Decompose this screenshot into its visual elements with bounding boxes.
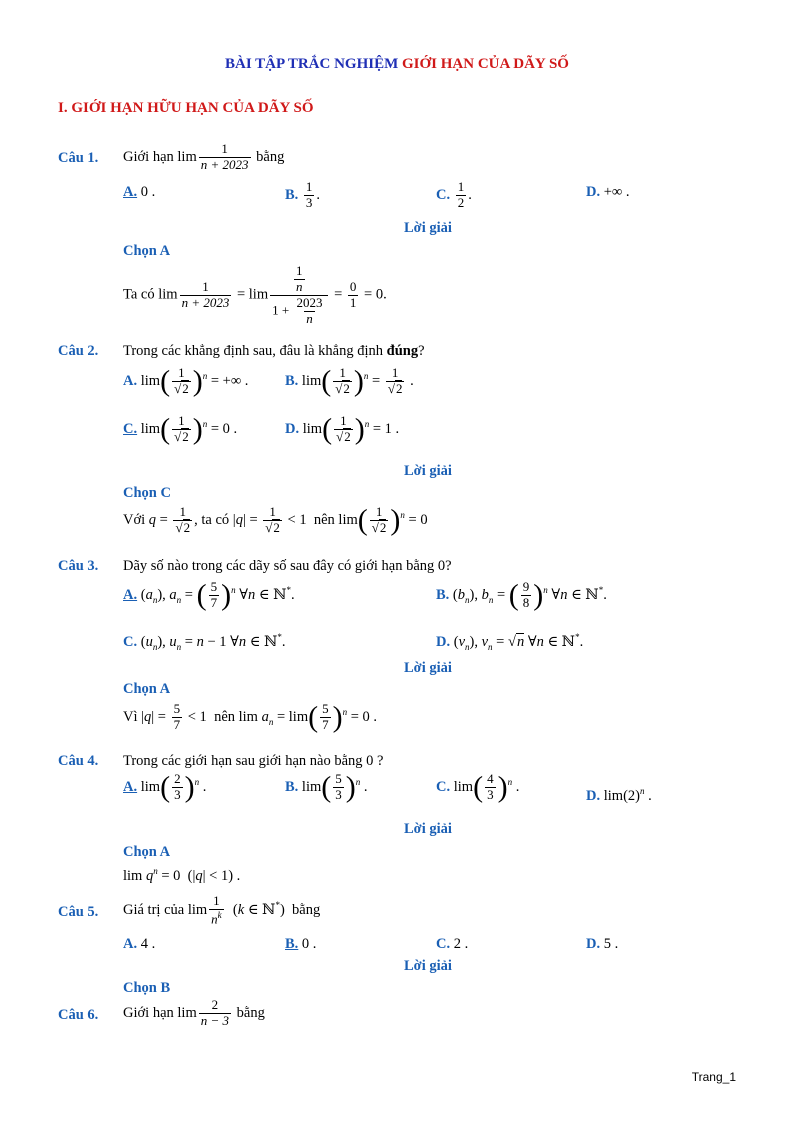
q5-option-d: D. 5 . xyxy=(586,936,619,952)
question-6-label: Câu 6. xyxy=(58,1007,99,1023)
q1-text-after: bằng xyxy=(256,148,285,165)
q4-choose: Chọn A xyxy=(123,844,171,860)
question-1-label: Câu 1. xyxy=(58,150,99,166)
q4-option-b: B. lim( $\frac{5}{3}$ )$^n$ . xyxy=(285,770,368,804)
q3-option-b: B. $(b_n)$, $b_n$ = ( $\frac{9}{8}$ )$^n$ ∀n ∈ ℕ*. xyxy=(436,578,607,612)
q2-solution-body: Với q = $\frac{1}{√2}$ , ta có |q| = $\frac{1}{√2}$ < 1 nên lim( $\frac{1}{√2}$ )$^n$ = 0 xyxy=(123,503,428,537)
question-4-text: Trong các giới hạn sau giới hạn nào bằng 0 ? xyxy=(123,753,384,769)
question-1-text xyxy=(123,142,284,173)
q4-option-a: A. lim( $\frac{2}{3}$ )$^n$ . xyxy=(123,770,207,804)
q2-solution-heading: Lời giải xyxy=(404,463,452,479)
q2-option-b: B. lim( $\frac{1}{√2}$ )$^n$ = $\frac{1}{√2}$ . xyxy=(285,364,414,398)
q5-option-a: A. 4 . xyxy=(123,936,156,952)
q1-fraction: $\frac{1}{n + 2023}$ xyxy=(200,141,249,172)
question-5-text: Giá trị của lim $\frac{1}{n^k}$ (k ∈ ℕ*) bằng xyxy=(123,893,321,927)
lim: lim xyxy=(177,148,197,165)
q5-option-b: B. 0 . xyxy=(285,936,317,952)
q3-option-d: D. $(v_n)$, $v_n = √n$ ∀n ∈ ℕ*. xyxy=(436,632,584,652)
q2-option-d: D. lim( $\frac{1}{√2}$ )$^n$ = 1 . xyxy=(285,412,400,446)
question-2-label: Câu 2. xyxy=(58,343,99,359)
q5-option-c: C. 2 . xyxy=(436,936,469,952)
question-2-text: Trong các khẳng định sau, đâu là khẳng định đúng? xyxy=(123,343,425,359)
q1-choose: Chọn A xyxy=(123,243,171,259)
q1-option-b: B. $\frac{1}{3}$ . xyxy=(285,179,321,210)
q3-choose: Chọn A xyxy=(123,681,171,697)
question-3-label: Câu 3. xyxy=(58,558,99,574)
page-footer: Trang_1 xyxy=(691,1070,736,1084)
q2-choose: Chọn C xyxy=(123,485,171,501)
q1-option-c: C. $\frac{1}{2}$ . xyxy=(436,179,472,210)
q2-option-a: A. lim( $\frac{1}{√2}$ )$^n$ = +∞ . xyxy=(123,364,249,398)
q3-solution-heading: Lời giải xyxy=(404,660,452,676)
q1-text-before: Giới hạn xyxy=(123,148,174,165)
question-5-label: Câu 5. xyxy=(58,904,99,920)
q3-solution-body: Vì |q| = $\frac{5}{7}$ < 1 nên $\lim a_n = \lim$( $\frac{5}{7}$ )$^n$ = 0 . xyxy=(123,700,378,734)
q3-option-a: A. $(a_n)$, $a_n$ = ( $\frac{5}{7}$ )$^n$ ∀n ∈ ℕ*. xyxy=(123,578,295,612)
document-title xyxy=(0,56,794,73)
q3-option-c: C. $(u_n)$, $u_n = n - 1$ ∀n ∈ ℕ*. xyxy=(123,632,286,652)
question-4-label: Câu 4. xyxy=(58,753,99,769)
q1-solution-body: Ta có lim $\frac{1}{n + 2023}$ = lim $\frac{1}{n}$ 1 + $\frac{2023}{n}$ = $\frac{0}{1}$ = 0. xyxy=(123,263,387,326)
q4-option-d: D. $\lim(2)^n$ . xyxy=(586,786,652,804)
question-6-text: Giới hạn lim $\frac{2}{n - 3}$ bằng xyxy=(123,997,265,1028)
q5-solution-heading: Lời giải xyxy=(404,958,452,974)
q4-solution-body: $\lim q^n = 0$ (|q| < 1) . xyxy=(123,866,241,884)
title-part-1: BÀI TẬP TRẮC NGHIỆM xyxy=(225,56,399,72)
q1-option-d: D. +∞ . xyxy=(586,184,630,200)
q4-solution-heading: Lời giải xyxy=(404,821,452,837)
q2-option-c: C. lim( $\frac{1}{√2}$ )$^n$ = 0 . xyxy=(123,412,238,446)
q1-solution-heading: Lời giải xyxy=(404,220,452,236)
q4-option-c: C. lim( $\frac{4}{3}$ )$^n$ . xyxy=(436,770,520,804)
title-part-2: GIỚI HẠN CỦA DÃY SỐ xyxy=(402,56,569,72)
q5-choose: Chọn B xyxy=(123,980,171,996)
question-3-text: Dãy số nào trong các dãy số sau đây có giới hạn bằng 0? xyxy=(123,558,452,574)
q1-option-a: A. 0 . xyxy=(123,184,156,200)
section-heading: I. GIỚI HẠN HỮU HẠN CỦA DÃY SỐ xyxy=(58,100,314,116)
